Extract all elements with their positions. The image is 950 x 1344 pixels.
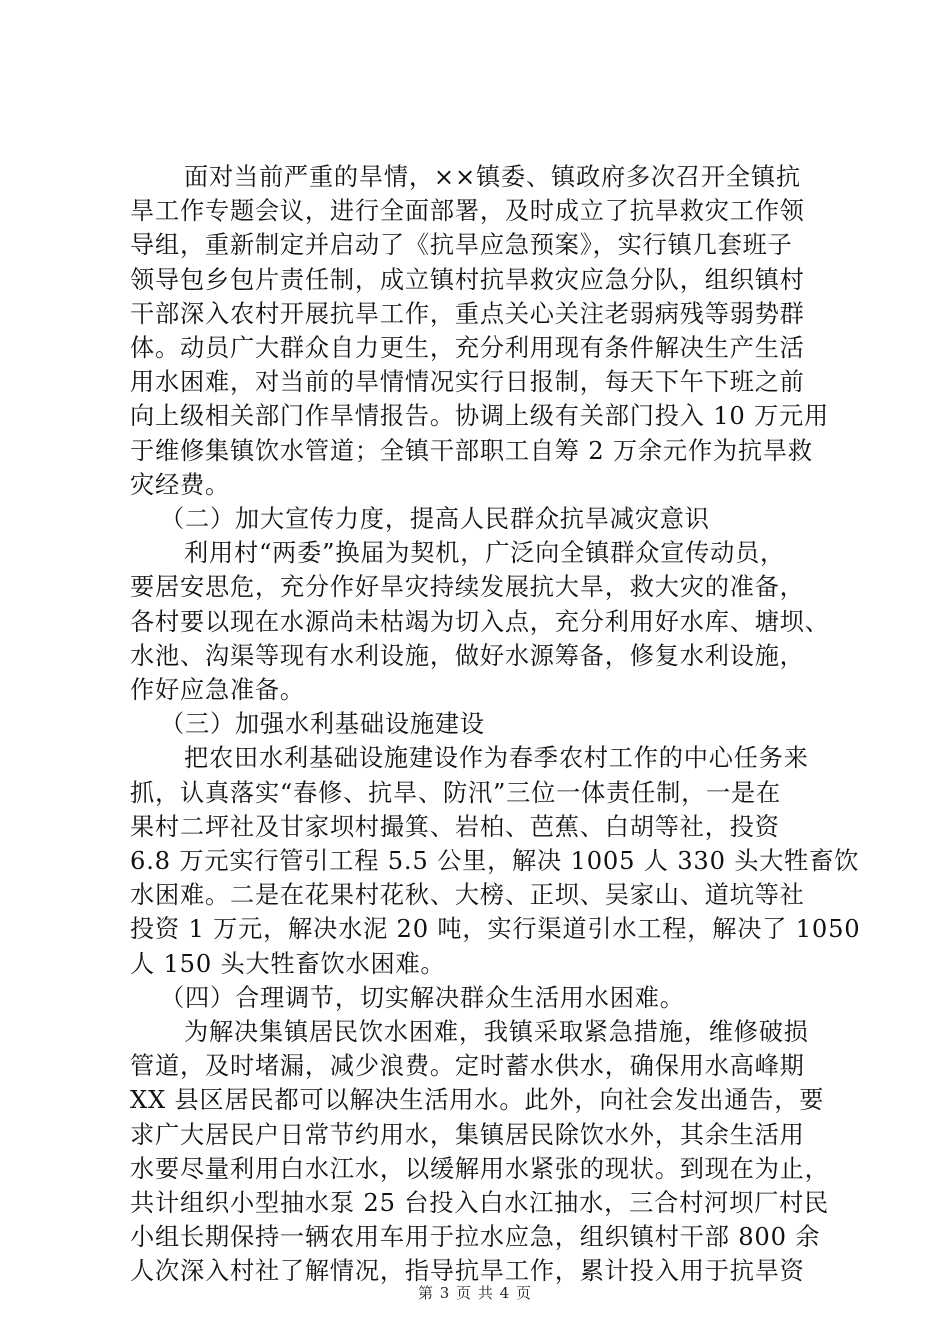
section-heading: （四）合理调节，切实解决群众生活用水困难。	[160, 983, 685, 1012]
page-number: 第 3 页 共 4 页	[418, 1284, 532, 1302]
body-line: 要居安思危，充分作好旱灾持续发展抗大旱，救大灾的准备，	[130, 573, 805, 602]
body-line: 用水困难，对当前的旱情情况实行日报制，每天下午下班之前	[130, 368, 805, 397]
body-line: 灾经费。	[130, 470, 230, 499]
body-line: 面对当前严重的旱情，××镇委、镇政府多次召开全镇抗	[184, 163, 801, 191]
body-line: 向上级相关部门作旱情报告。协调上级有关部门投入 10 万元用	[130, 402, 830, 431]
body-line: 利用村“两委”换届为契机，广泛向全镇群众宣传动员，	[184, 539, 786, 568]
body-line: 为解决集镇居民饮水困难，我镇采取紧急措施，维修破损	[184, 1018, 809, 1046]
body-line: 干部深入农村开展抗旱工作，重点关心关注老弱病残等弱势群	[130, 299, 805, 328]
body-line: 旱工作专题会议，进行全面部署，及时成立了抗旱救灾工作领	[130, 197, 805, 226]
body-line: 果村二坪社及甘家坝村撮箕、岩柏、芭蕉、白胡等社，投资	[130, 812, 780, 841]
body-line: 管道，及时堵漏，减少浪费。定时蓄水供水，确保用水高峰期	[130, 1052, 805, 1081]
body-line: 6.8 万元实行管引工程 5.5 公里，解决 1005 人 330 头大牲畜饮	[130, 847, 860, 875]
body-line: 人 150 头大牲畜饮水困难。	[130, 949, 446, 978]
body-line: 作好应急准备。	[130, 676, 305, 704]
body-line: 求广大居民户日常节约用水，集镇居民除饮水外，其余生活用	[130, 1120, 805, 1149]
body-line: 抓，认真落实“春修、抗旱、防汛”三位一体责任制，一是在	[130, 778, 782, 807]
body-line: 领导包乡包片责任制，成立镇村抗旱救灾应急分队，组织镇村	[130, 265, 805, 294]
body-line: 人次深入村社了解情况，指导抗旱工作，累计投入用于抗旱资	[130, 1257, 805, 1286]
body-line: 导组，重新制定并启动了《抗旱应急预案》，实行镇几套班子	[130, 231, 793, 260]
body-line: 小组长期保持一辆农用车用于拉水应急，组织镇村干部 800 余	[130, 1223, 821, 1252]
body-line: 体。动员广大群众自力更生，充分利用现有条件解决生产生活	[130, 334, 805, 362]
body-line: 于维修集镇饮水管道；全镇干部职工自筹 2 万余元作为抗旱救	[130, 436, 813, 465]
body-line: 水要尽量利用白水江水，以缓解用水紧张的现状。到现在为止，	[130, 1154, 830, 1183]
body-line: 水池、沟渠等现有水利设施，做好水源筹备，修复水利设施，	[130, 641, 805, 670]
body-line: 各村要以现在水源尚未枯竭为切入点，充分利用好水库、塘坝、	[130, 607, 830, 636]
body-line: 共计组织小型抽水泵 25 台投入白水江抽水，三合村河坝厂村民	[130, 1189, 830, 1217]
body-line: 投资 1 万元，解决水泥 20 吨，实行渠道引水工程，解决了 1050	[130, 915, 861, 944]
section-heading: （二）加大宣传力度，提高人民群众抗旱减灾意识	[160, 505, 710, 533]
body-line: 水困难。二是在花果村花秋、大榜、正坝、吴家山、道坑等社	[130, 881, 805, 910]
section-heading: （三）加强水利基础设施建设	[160, 710, 485, 739]
body-line: 把农田水利基础设施建设作为春季农村工作的中心任务来	[184, 744, 809, 773]
body-line: XX 县区居民都可以解决生活用水。此外，向社会发出通告，要	[130, 1086, 825, 1115]
